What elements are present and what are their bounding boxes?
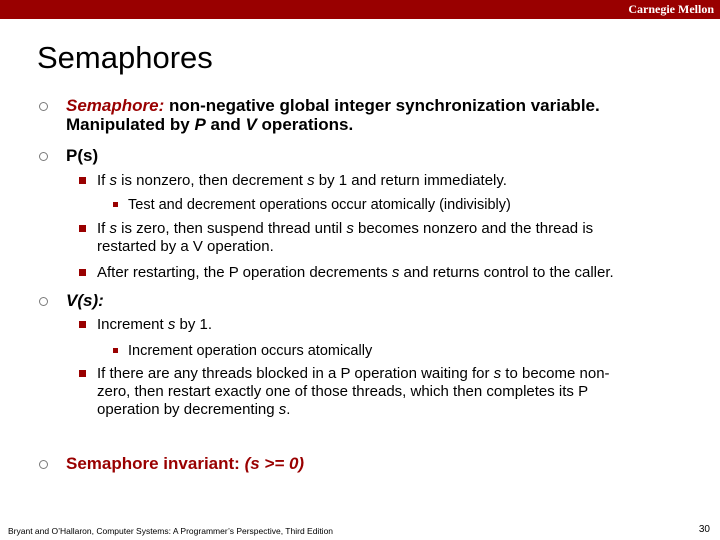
brand-label: Carnegie Mellon [628,2,714,16]
bullet-invariant: Semaphore invariant: (s >= 0) [66,454,305,473]
p-sub-decrement: If s is nonzero, then decrement s by 1 and return immediately. [97,172,507,189]
page-number: 30 [698,524,710,535]
p-sub-restart: After restarting, the P operation decrements s and returns control to the caller. [97,264,614,281]
bullet-semaphore-definition: Semaphore: non-negative global integer synchronization variable. Manipulated by P and V operations. [66,96,600,134]
bullet-ring-icon [39,460,48,469]
bullet-ring-icon [39,152,48,161]
square-bullet-icon [79,370,86,377]
square-bullet-icon [79,269,86,276]
header-bar [0,0,720,19]
footer-citation: Bryant and O’Hallaron, Computer Systems: A Programmer’s Perspective, Third Edition [8,526,334,536]
v-sub-increment: Increment s by 1. [97,316,213,333]
slide-title: Semaphores [37,40,213,75]
bullet-ring-icon [39,102,48,111]
bullet-v-operation: V(s): [66,291,104,310]
square-bullet-icon [79,225,86,232]
square-bullet-icon [79,177,86,184]
square-bullet-icon [113,348,118,353]
term-semaphore: Semaphore: [66,96,165,115]
square-bullet-icon [79,321,86,328]
square-bullet-icon [113,202,118,207]
bullet-p-operation: P(s) [66,146,99,165]
v-sub-atomic: Increment operation occurs atomically [128,343,373,359]
bullet-ring-icon [39,297,48,306]
p-sub-suspend: If s is zero, then suspend thread until s becomes nonzero and the thread is restarted by a V operation. [97,220,594,255]
p-sub-atomic: Test and decrement operations occur atomically (indivisibly) [128,197,511,213]
v-sub-restart: If there are any threads blocked in a P operation waiting for s to become non- zero, then restart exactly one of those threads, which then completes its P operation by decrementing s. [97,365,610,418]
